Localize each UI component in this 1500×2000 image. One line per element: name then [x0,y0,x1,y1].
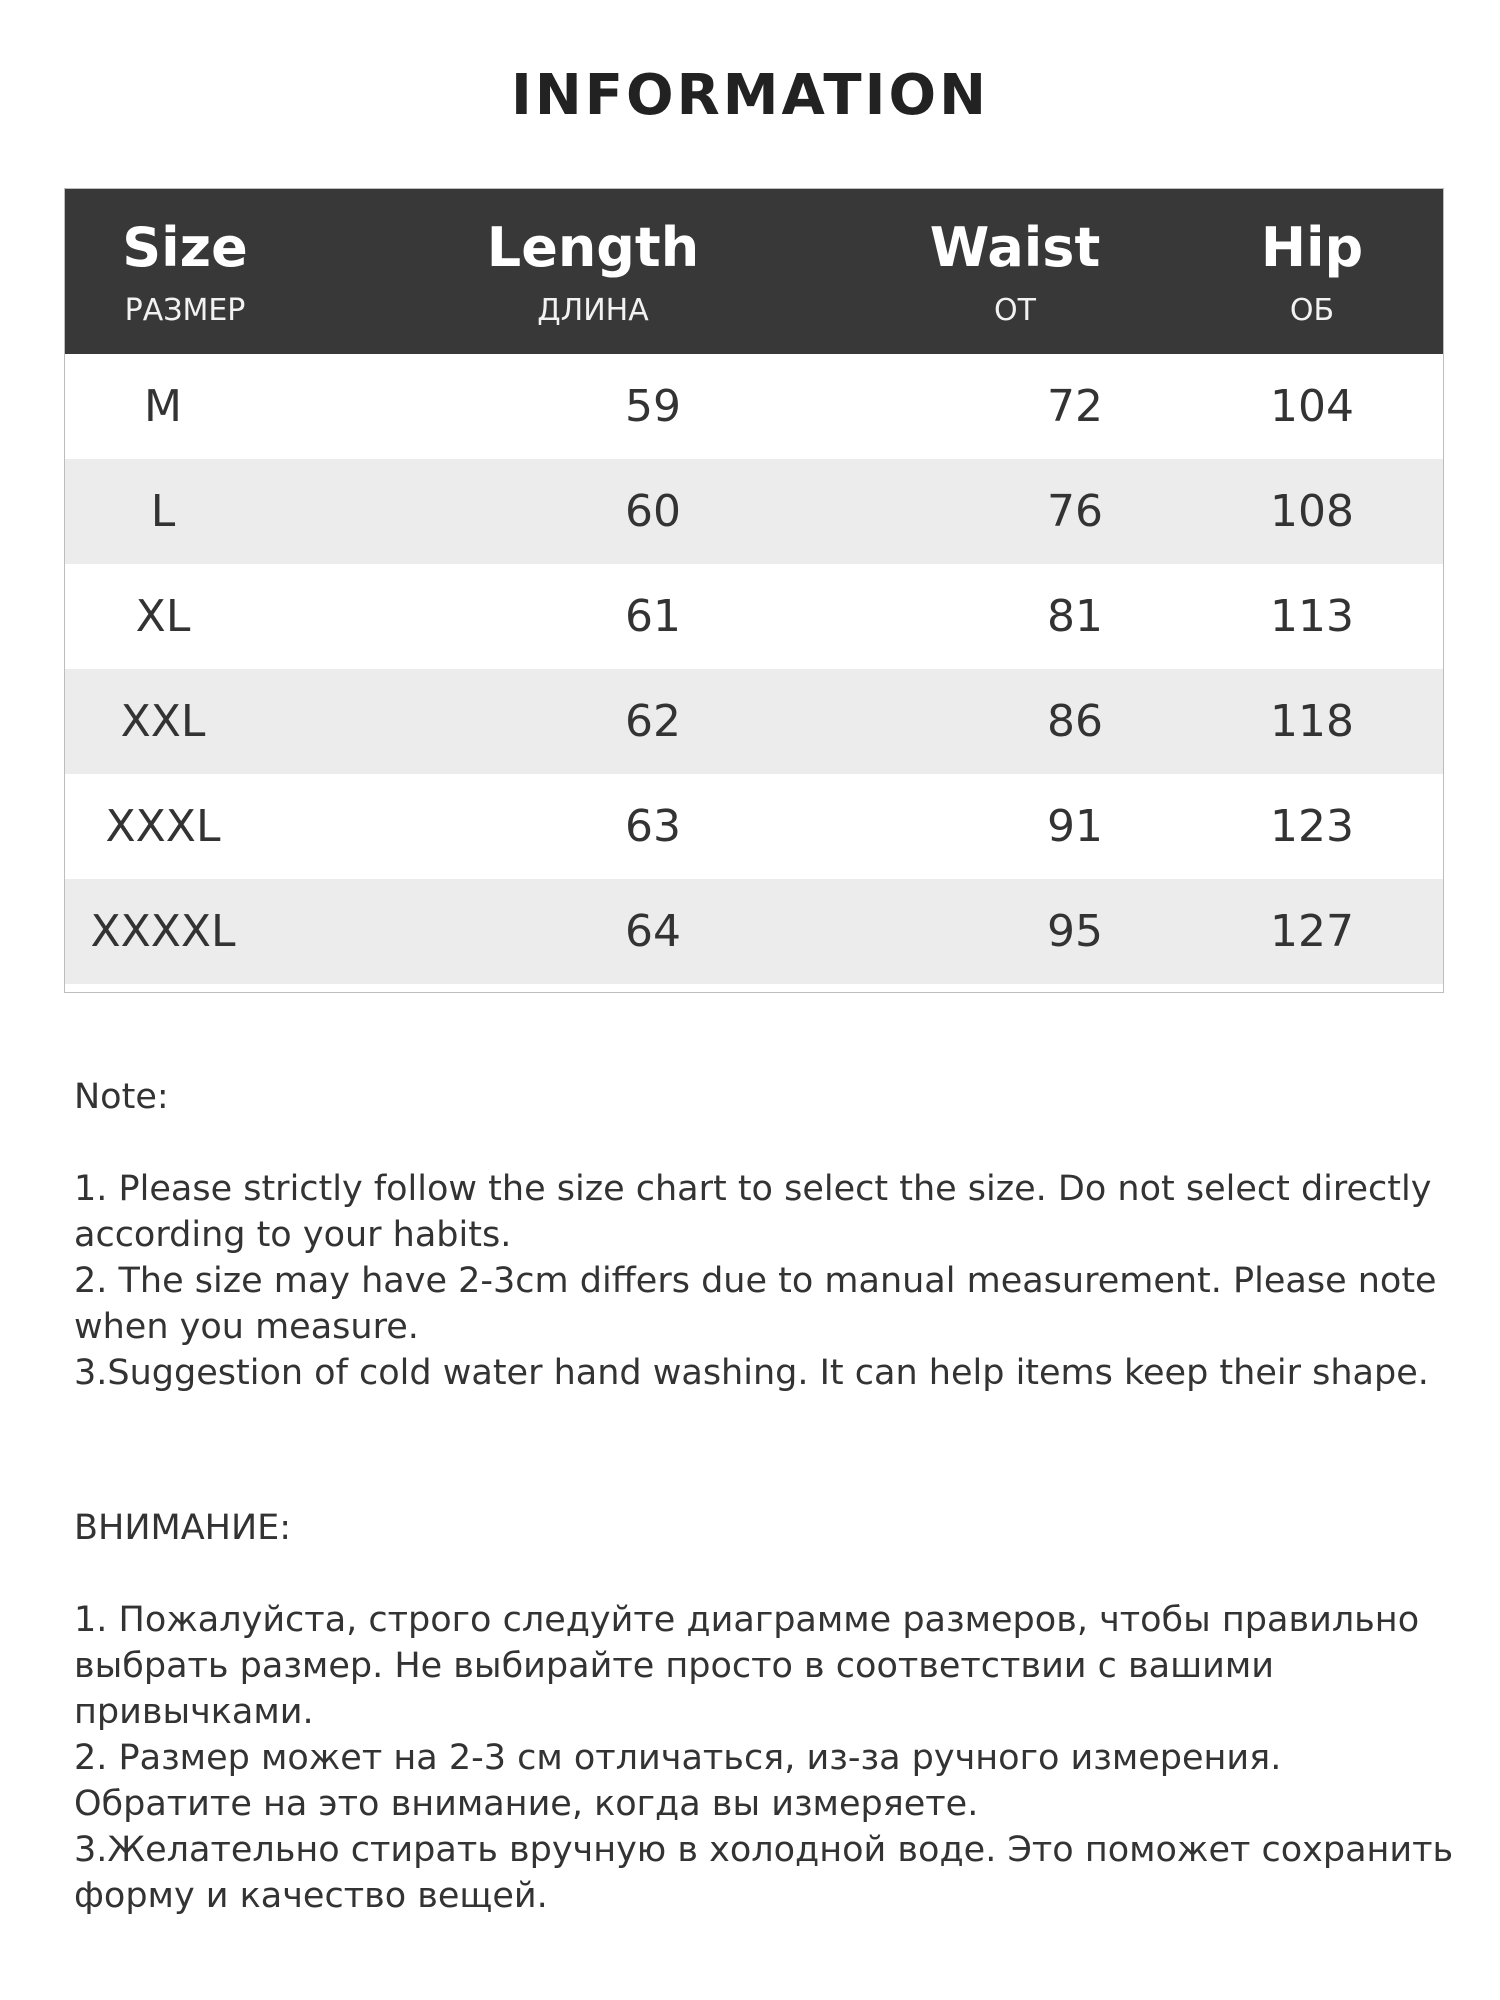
table-header [65,189,1443,354]
cell-size: XL [135,591,191,642]
cell-size: M [144,381,182,432]
cell-size: L [150,486,176,537]
note-item: 2. The size may have 2-3cm differs due to manual measurement. Please note when you measure. [74,1261,1437,1347]
cell-hip: 118 [1270,696,1354,747]
notes-spacer [74,1120,1454,1166]
header-sublabel: ОБ [1289,293,1335,328]
notes-spacer [74,1551,1454,1597]
cell-waist: 81 [1047,591,1103,642]
cell-waist: 91 [1047,801,1103,852]
notes-heading: Note: [74,1077,169,1117]
header-sublabel: РАЗМЕР [124,293,246,328]
notes-english [74,1074,1454,1396]
notes-russian [74,1505,1454,1919]
header-label: Length [486,216,700,279]
table-row [65,459,1443,564]
header-label: Size [122,216,248,279]
table-row [65,879,1443,984]
header-waist [835,189,1195,354]
cell-length: 61 [625,591,681,642]
table-row [65,774,1443,879]
header-label: Hip [1260,216,1364,279]
cell-length: 64 [625,906,681,957]
cell-waist: 76 [1047,486,1103,537]
cell-hip: 127 [1270,906,1354,957]
cell-length: 60 [625,486,681,537]
cell-hip: 104 [1270,381,1354,432]
note-item: 2. Размер может на 2-3 см отличаться, из-за ручного измерения. Обратите на это внимание, когда вы измеряете. [74,1738,1282,1824]
header-label: Waist [929,216,1101,279]
cell-waist: 72 [1047,381,1103,432]
cell-size: XXXXL [90,906,236,957]
header-length [413,189,773,354]
header-hip [1212,189,1412,354]
note-item: 3.Желательно стирать вручную в холодной воде. Это поможет сохранить форму и качество вещей. [74,1830,1454,1916]
cell-hip: 113 [1270,591,1354,642]
cell-waist: 86 [1047,696,1103,747]
cell-size: XXXL [105,801,221,852]
cell-size: XXL [120,696,206,747]
header-sublabel: ДЛИНА [537,293,649,328]
cell-length: 63 [625,801,681,852]
notes-heading: ВНИМАНИЕ: [74,1508,292,1548]
cell-waist: 95 [1047,906,1103,957]
note-item: 1. Пожалуйста, строго следуйте диаграмме размеров, чтобы правильно выбрать размер. Не выбирайте просто в соответствии с вашими привычками. [74,1600,1420,1732]
note-item: 3.Suggestion of cold water hand washing. It can help items keep their shape. [74,1353,1429,1393]
cell-length: 62 [625,696,681,747]
size-table [64,188,1444,993]
cell-hip: 123 [1270,801,1354,852]
table-row [65,669,1443,774]
table-row [65,354,1443,459]
page-title: INFORMATION [511,63,989,128]
table-row [65,564,1443,669]
header-size [5,189,365,354]
cell-length: 59 [625,381,681,432]
header-sublabel: ОТ [994,293,1036,328]
cell-hip: 108 [1270,486,1354,537]
note-item: 1. Please strictly follow the size chart to select the size. Do not select directly according to your habits. [74,1169,1432,1255]
